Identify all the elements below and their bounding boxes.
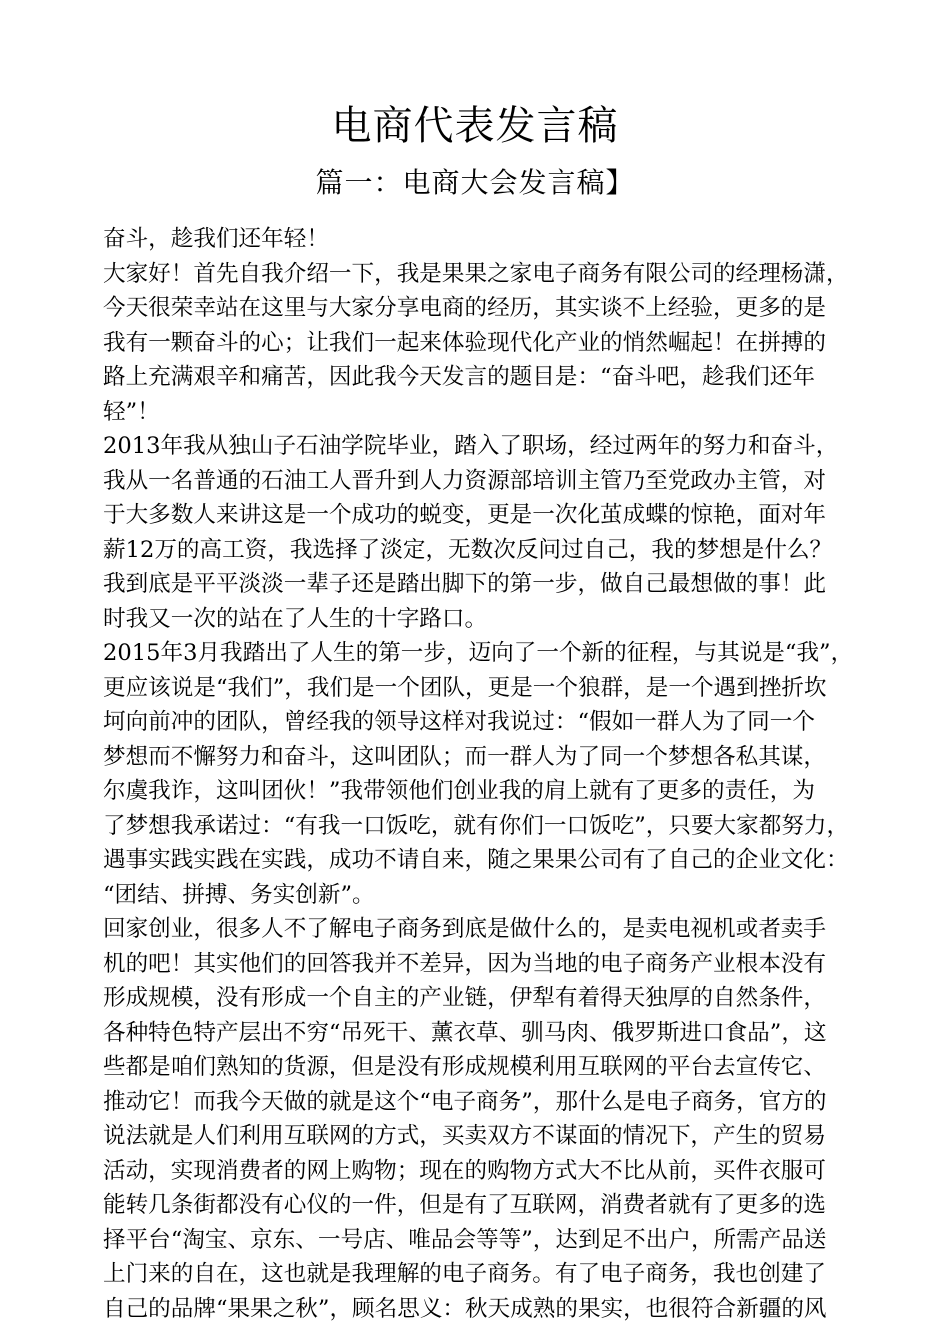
body-line: 今天很荣幸站在这里与大家分享电商的经历，其实谈不上经验，更多的是 (103, 295, 826, 321)
body-line: 更应该说是“我们”，我们是一个团队，更是一个狼群，是一个遇到挫折坎 (103, 674, 827, 701)
body-line: 2013年我从独山子石油学院毕业，踏入了职场，经过两年的努力和奋斗， (103, 433, 839, 459)
document-subtitle: 篇一：电商大会发言稿】 (315, 166, 635, 199)
body-line: 2015年3月我踏出了人生的第一步，迈向了一个新的征程，与其说是“我”， (103, 640, 854, 666)
body-line: 奋斗，趁我们还年轻！ (103, 226, 329, 252)
body-line: 薪12万的高工资，我选择了淡定，无数次反问过自己，我的梦想是什么？ (103, 536, 833, 563)
body-line: “团结、拼搏、务实创新”。 (103, 881, 375, 908)
body-line: 些都是咱们熟知的货源，但是没有形成规模利用互联网的平台去宣传它、 (103, 1054, 826, 1080)
body-line: 形成规模，没有形成一个自主的产业链，伊犁有着得天独厚的自然条件， (103, 985, 826, 1011)
body-line: 说法就是人们利用互联网的方式，买卖双方不谋面的情况下，产生的贸易 (103, 1123, 826, 1149)
body-line: 各种特色特产层出不穷“吊死干、薰衣草、驯马肉、俄罗斯进口食品”，这 (103, 1019, 827, 1046)
body-line: 时我又一次的站在了人生的十字路口。 (103, 605, 488, 632)
body-line: 轻”！ (103, 398, 160, 425)
body-line: 机的吧！其实他们的回答我并不差异，因为当地的电子商务产业根本没有 (103, 950, 826, 977)
body-line: 上门来的自在，这也就是我理解的电子商务。有了电子商务，我也创建了 (103, 1261, 826, 1287)
body-line: 自己的品牌“果果之秋”，顾名思义：秋天成熟的果实，也很符合新疆的风 (103, 1295, 827, 1322)
body-line: 大家好！首先自我介绍一下，我是果果之家电子商务有限公司的经理杨潇， (103, 260, 849, 287)
body-line: 能转几条街都没有心仪的一件，但是有了互联网，消费者就有了更多的选 (103, 1192, 826, 1218)
body-line: 我有一颗奋斗的心；让我们一起来体验现代化产业的悄然崛起！在拼搏的 (103, 329, 826, 356)
document-body (103, 222, 863, 1326)
body-line: 尔虞我诈，这叫团伙！”我带领他们创业我的肩上就有了更多的责任，为 (103, 778, 815, 804)
body-line: 坷向前冲的团队，曾经我的领导这样对我说过：“假如一群人为了同一个 (103, 709, 815, 735)
body-line: 我从一名普通的石油工人晋升到人力资源部培训主管乃至党政办主管，对 (103, 467, 826, 494)
body-line: 梦想而不懈努力和奋斗，这叫团队；而一群人为了同一个梦想各私其谋， (103, 743, 826, 770)
body-line: 遇事实践实践在实践，成功不请自来，随之果果公司有了自己的企业文化： (103, 847, 849, 873)
body-line: 我到底是平平淡淡一辈子还是踏出脚下的第一步，做自己最想做的事！此 (103, 571, 826, 597)
body-line: 择平台“淘宝、京东、一号店、唯品会等等”，达到足不出户，所需产品送 (103, 1226, 827, 1253)
body-line: 活动，实现消费者的网上购物；现在的购物方式大不比从前，买件衣服可 (103, 1157, 826, 1184)
body-line: 推动它！而我今天做的就是这个“电子商务”，那什么是电子商务，官方的 (103, 1088, 827, 1115)
document-title: 电商代表发言稿 (331, 103, 619, 149)
body-line: 于大多数人来讲这是一个成功的蜕变，更是一次化茧成蝶的惊艳，面对年 (103, 502, 826, 528)
body-line: 了梦想我承诺过：“有我一口饭吃，就有你们一口饭吃”，只要大家都努力， (103, 812, 850, 839)
body-line: 回家创业，很多人不了解电子商务到底是做什么的，是卖电视机或者卖手 (103, 916, 826, 942)
body-line: 路上充满艰辛和痛苦，因此我今天发言的题目是：“奋斗吧，趁我们还年 (103, 364, 815, 390)
